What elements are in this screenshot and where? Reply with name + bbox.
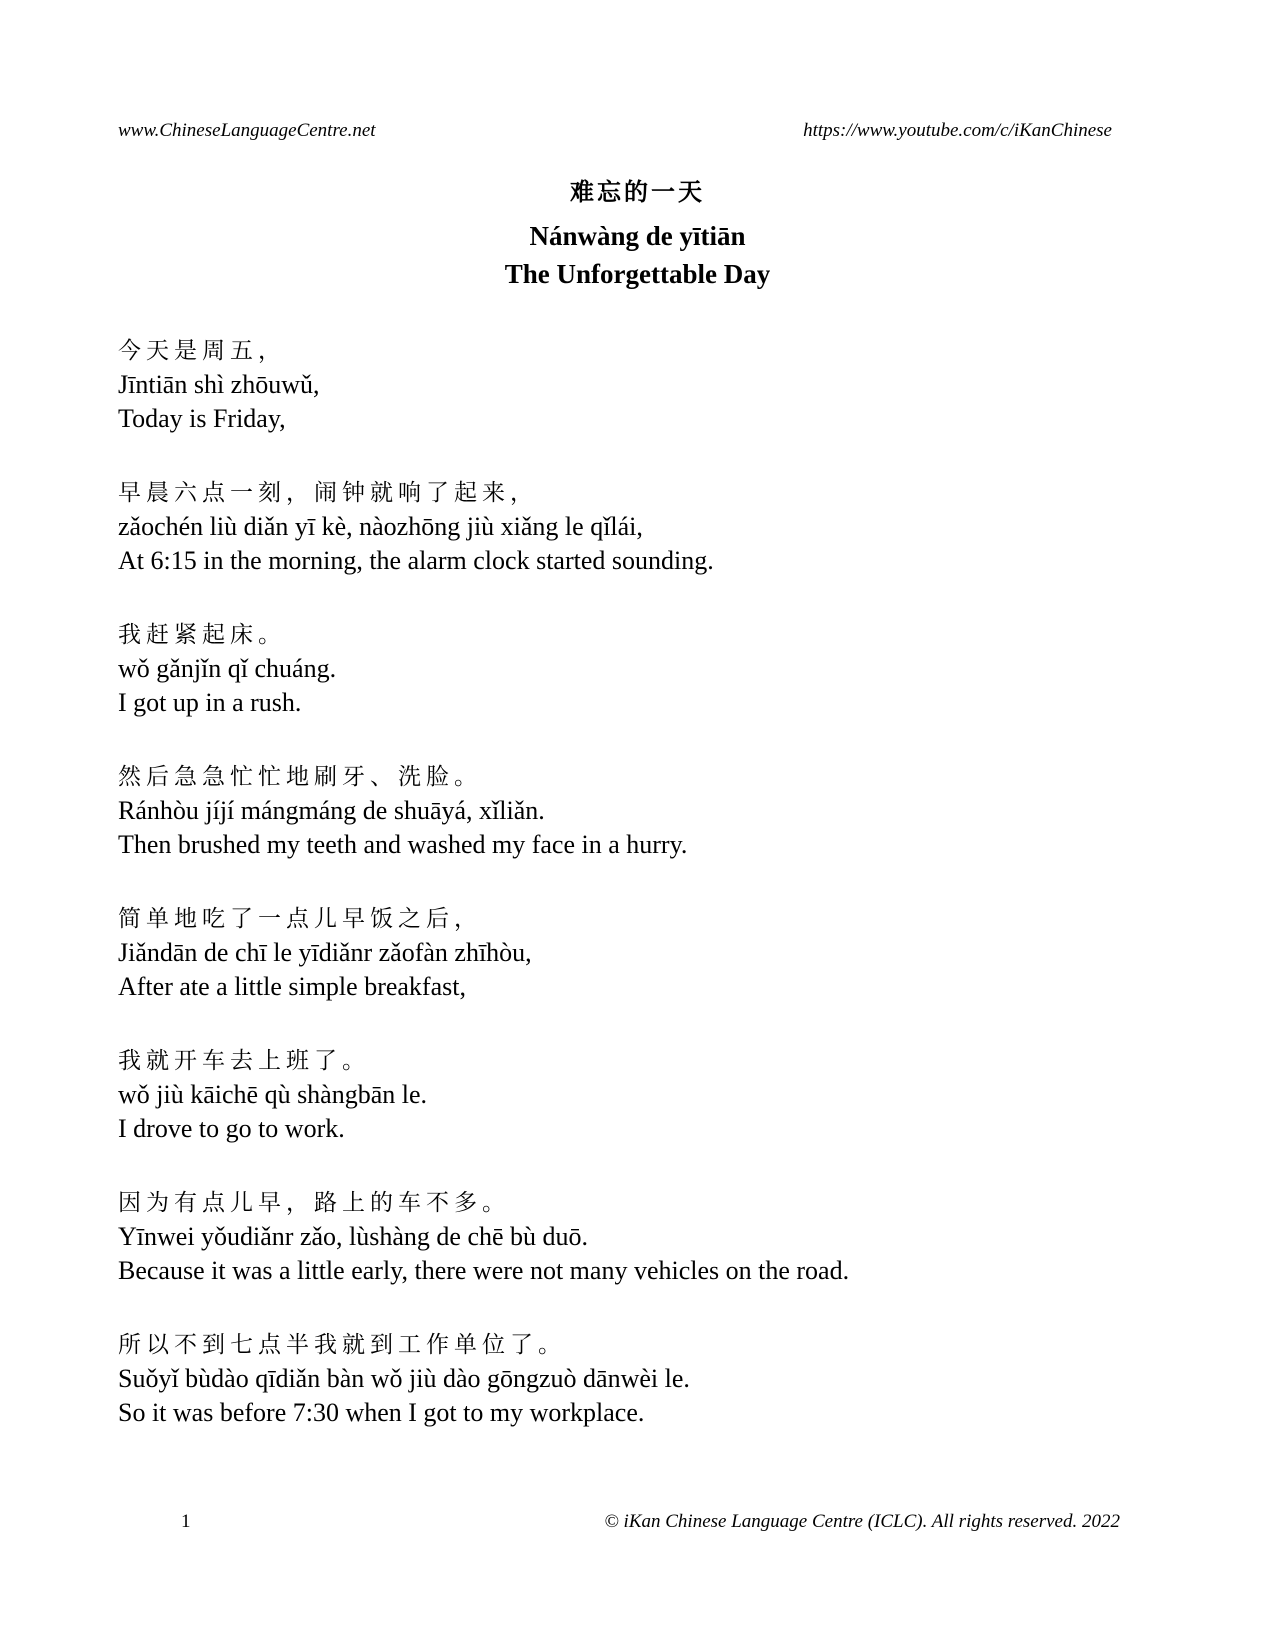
stanza-english: So it was before 7:30 when I got to my workplace. (118, 1398, 645, 1427)
stanza-english: Today is Friday, (118, 404, 286, 433)
stanza-pinyin: wǒ jiù kāichē qù shàngbān le. (118, 1080, 428, 1109)
stanza-english: I got up in a rush. (118, 688, 302, 717)
stanza-pinyin: zǎochén liù diǎn yī kè, nàozhōng jiù xiǎng le qǐlái, (118, 512, 643, 541)
stanza-pinyin: Jiǎndān de chī le yīdiǎnr zǎofàn zhīhòu, (118, 938, 532, 967)
title-english: The Unforgettable Day (504, 259, 771, 289)
stanza (118, 334, 1168, 476)
verse-list (118, 334, 1168, 1470)
title-chinese: 难忘的一天 (570, 178, 705, 206)
header-youtube-url: https://www.youtube.com/c/iKanChinese (803, 120, 1112, 141)
title-pinyin: Nánwàng de yītiān (529, 221, 746, 251)
stanza-chinese: 然后急急忙忙地刷牙、洗脸。 (118, 764, 482, 790)
stanza-pinyin: wǒ gǎnjǐn qǐ chuáng. (118, 654, 337, 683)
stanza-english: I drove to go to work. (118, 1114, 345, 1143)
stanza (118, 1044, 1168, 1186)
stanza-english: Because it was a little early, there were not many vehicles on the road. (118, 1256, 850, 1285)
header-website-url: www.ChineseLanguageCentre.net (118, 120, 376, 141)
stanza-chinese: 因为有点儿早，路上的车不多。 (118, 1190, 510, 1216)
stanza (118, 1186, 1168, 1328)
stanza-chinese: 所以不到七点半我就到工作单位了。 (118, 1332, 566, 1358)
stanza-chinese: 今天是周五， (118, 338, 286, 364)
stanza-chinese: 早晨六点一刻，闹钟就响了起来， (118, 480, 538, 506)
title-block (0, 172, 1275, 293)
stanza (118, 1328, 1168, 1470)
stanza-english: At 6:15 in the morning, the alarm clock started sounding. (118, 546, 714, 575)
stanza-chinese: 我赶紧起床。 (118, 622, 286, 648)
stanza-chinese: 简单地吃了一点儿早饭之后， (118, 906, 482, 932)
stanza-pinyin: Jīntiān shì zhōuwǔ, (118, 370, 320, 399)
stanza-chinese: 我就开车去上班了。 (118, 1048, 370, 1074)
stanza-pinyin: Ránhòu jíjí mángmáng de shuāyá, xǐliǎn. (118, 796, 545, 825)
stanza (118, 902, 1168, 1044)
copyright-notice: © iKan Chinese Language Centre (ICLC). All rights reserved. 2022 (604, 1511, 1120, 1532)
page-number: 1 (181, 1511, 191, 1532)
stanza-english: After ate a little simple breakfast, (118, 972, 466, 1001)
stanza-pinyin: Suǒyǐ bùdào qīdiǎn bàn wǒ jiù dào gōngzuò dānwèi le. (118, 1364, 690, 1393)
stanza-english: Then brushed my teeth and washed my face in a hurry. (118, 830, 688, 859)
stanza (118, 618, 1168, 760)
stanza-pinyin: Yīnwei yǒudiǎnr zǎo, lùshàng de chē bù duō. (118, 1222, 589, 1251)
stanza (118, 760, 1168, 902)
stanza (118, 476, 1168, 618)
